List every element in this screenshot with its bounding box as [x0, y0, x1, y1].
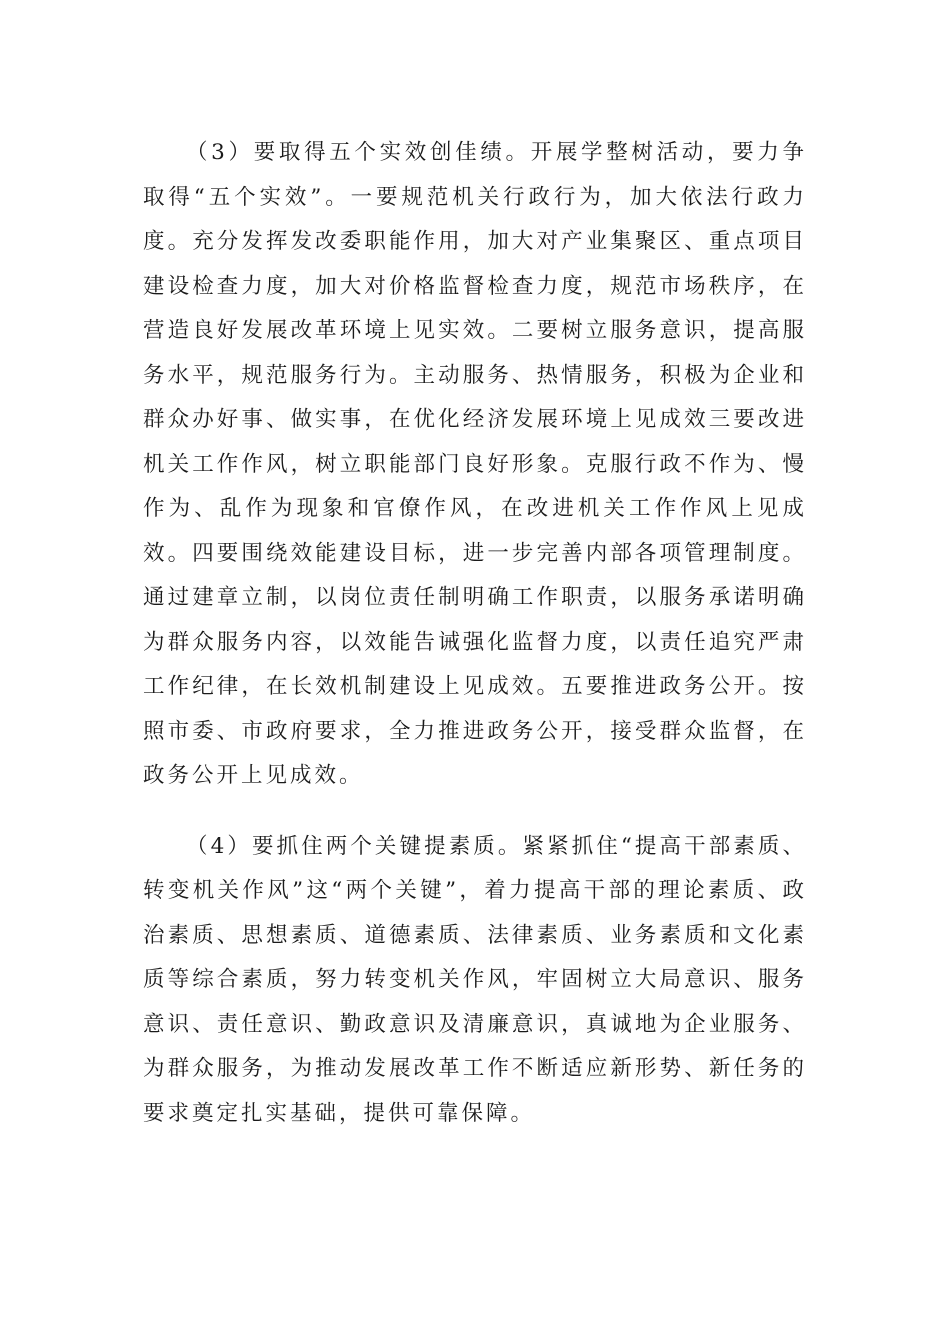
paragraph-4: （4）要抓住两个关键提素质。紧紧抓住“提高干部素质、转变机关作风”这“两个关键”，着力提高干部的理论素质、政治素质、思想素质、道德素质、法律素质、业务素质和文化素质等综合素质，努力转变机关作风，牢固树立大局意识、服务意识、责任意识、勤政意识及清廉意识，真诚地为企业服务、为群众服务，为推动发展改革工作不断适应新形势、新任务的要求奠定扎实基础，提供可靠保障。 [143, 833, 807, 1126]
document-body [143, 131, 807, 1136]
paragraph-3: （3）要取得五个实效创佳绩。开展学整树活动，要力争取得“五个实效”。一要规范机关行政行为，加大依法行政力度。充分发挥发改委职能作用，加大对产业集聚区、重点项目建设检查力度，加大对价格监督检查力度，规范市场秩序，在营造良好发展改革环境上见实效。二要树立服务意识，提高服务水平，规范服务行为。主动服务、热情服务，积极为企业和群众办好事、做实事，在优化经济发展环境上见成效三要改进机关工作作风，树立职能部门良好形象。克服行政不作为、慢作为、乱作为现象和官僚作风，在改进机关工作作风上见成效。四要围绕效能建设目标，进一步完善内部各项管理制度。通过建章立制，以岗位责任制明确工作职责，以服务承诺明确为群众服务内容，以效能告诫强化监督力度，以责任追究严肃工作纪律，在长效机制建设上见成效。五要推进政务公开。按照市委、市政府要求，全力推进政务公开，接受群众监督，在政务公开上见成效。 [143, 140, 807, 788]
